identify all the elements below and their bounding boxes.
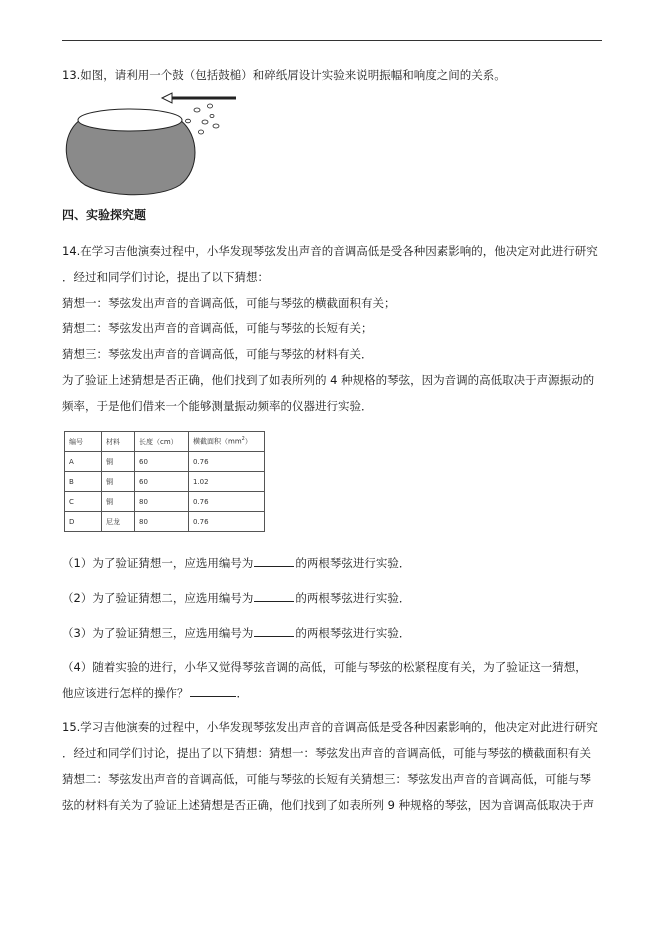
answer-blank[interactable]	[254, 555, 294, 567]
q14-sub1: （1）为了验证猜想一，应选用编号为 的两根琴弦进行实验．	[62, 556, 411, 570]
drumstick-icon	[162, 93, 236, 103]
table-header: 长度（cm）	[135, 432, 189, 452]
q14-intro-line1: 14.在学习吉他演奏过程中，小华发现琴弦发出声音的音调高低是受各种因素影响的，他决定对此进行研究	[62, 244, 598, 258]
q14-guess2: 猜想二：琴弦发出声音的音调高低，可能与琴弦的长短有关；	[62, 321, 373, 335]
section-title: 四、实验探究题	[62, 208, 147, 222]
q14-sub3: （3）为了验证猜想三，应选用编号为 的两根琴弦进行实验．	[62, 626, 411, 640]
table-row	[65, 512, 265, 532]
table-row	[65, 492, 265, 512]
q13-text: 13.如图，请利用一个鼓（包括鼓槌）和碎纸屑设计实验来说明振幅和响度之间的关系。	[62, 68, 506, 82]
table-header-row	[65, 432, 265, 452]
q14-intro-line2: ．经过和同学们讨论，提出了以下猜想：	[62, 270, 269, 284]
answer-blank[interactable]	[254, 590, 294, 602]
table-cell: D	[65, 512, 102, 532]
drum-head	[78, 109, 182, 131]
q14-guess3: 猜想三：琴弦发出声音的音调高低，可能与琴弦的材料有关．	[62, 347, 373, 361]
q15-line1: 15.学习吉他演奏的过程中，小华发现琴弦发出声音的音调高低是受各种因素影响的，他决定对此进行研究	[62, 720, 598, 734]
q15-line4: 弦的材料有关为了验证上述猜想是否正确，他们找到了如表所列 9 种规格的琴弦，因为音调高低取决于声	[62, 798, 595, 812]
q15-line2: ．经过和同学们讨论，提出了以下猜想：猜想一：琴弦发出声音的音调高低，可能与琴弦的横截面积有关	[62, 746, 591, 760]
table-cell: C	[65, 492, 102, 512]
table-cell: 80	[135, 512, 189, 532]
table-cell: A	[65, 452, 102, 472]
q14-sub4-line2: 他应该进行怎样的操作？ ．	[62, 686, 248, 700]
table-header: 材料	[102, 432, 135, 452]
q14-sub2: （2）为了验证猜想二，应选用编号为 的两根琴弦进行实验．	[62, 591, 411, 605]
table-header: 横截面积$(mm^2)$	[189, 432, 265, 452]
table-row	[65, 472, 265, 492]
table-cell: 1.02	[189, 472, 265, 492]
table-cell: 0.76	[189, 492, 265, 512]
header-rule	[62, 40, 602, 41]
q14-body-line1: 为了验证上述猜想是否正确，他们找到了如表所列的 4 种规格的琴弦，因为音调的高低取决于声源振动的	[62, 373, 595, 387]
table-cell: 80	[135, 492, 189, 512]
q14-guess1: 猜想一：琴弦发出声音的音调高低，可能与琴弦的横截面积有关；	[62, 296, 396, 310]
table-cell: 铜	[102, 452, 135, 472]
table-cell: B	[65, 472, 102, 492]
answer-blank[interactable]	[190, 685, 236, 697]
string-spec-table	[64, 431, 265, 532]
table-cell: 0.76	[189, 512, 265, 532]
table-cell: 0.76	[189, 452, 265, 472]
table-cell: 铜	[102, 472, 135, 492]
table-cell: 铜	[102, 492, 135, 512]
table-header: 编号	[65, 432, 102, 452]
table-cell: 60	[135, 452, 189, 472]
answer-blank[interactable]	[254, 625, 294, 637]
q14-body-line2: 频率，于是他们借来一个能够测量振动频率的仪器进行实验．	[62, 399, 373, 413]
drum-illustration	[60, 90, 250, 200]
table-cell: 60	[135, 472, 189, 492]
q15-line3: 猜想二：琴弦发出声音的音调高低，可能与琴弦的长短有关猜想三：琴弦发出声音的音调高低，可能与琴	[62, 772, 591, 786]
table-row	[65, 452, 265, 472]
table-cell: 尼龙	[102, 512, 135, 532]
q14-sub4-line1: （4）随着实验的进行，小华又觉得琴弦音调的高低，可能与琴弦的松紧程度有关，为了验证这一猜想，	[62, 660, 587, 674]
paper-scraps-icon	[186, 104, 220, 134]
